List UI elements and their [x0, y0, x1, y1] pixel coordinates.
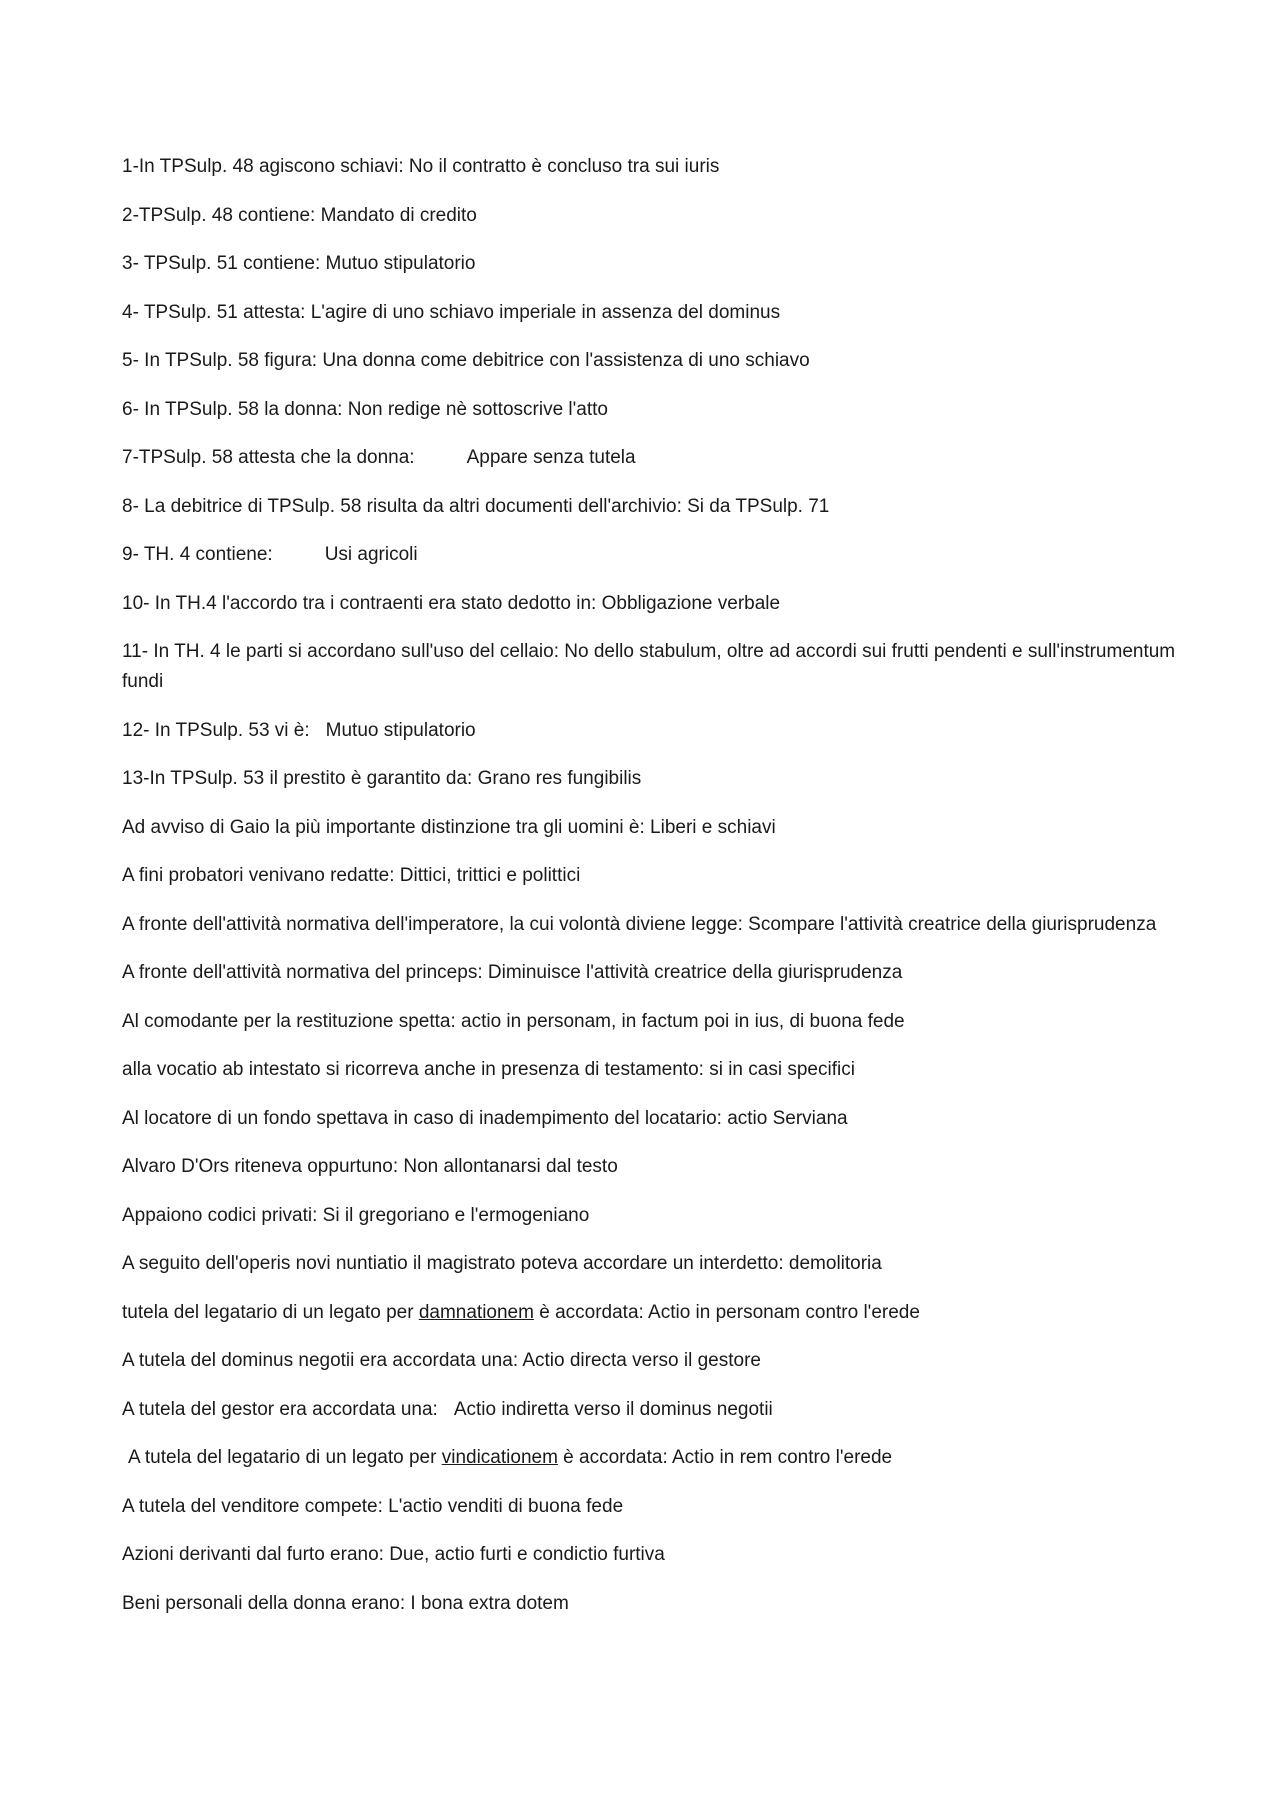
question-prefix: A tutela del legatario di un legato per: [128, 1447, 442, 1468]
list-item: 3- TPSulp. 51 contiene: Mutuo stipulatorio: [122, 253, 476, 274]
list-item: [122, 540, 1180, 570]
list-item: 2-TPSulp. 48 contiene: Mandato di credito: [122, 204, 477, 226]
answer-text: Usi agricoli: [324, 544, 418, 565]
list-item: A fronte dell'attività normativa del princeps: Diminuisce l'attività creatrice della giurisprudenza: [122, 962, 903, 983]
list-item: 6- In TPSulp. 58 la donna: Non redige nè sottoscrive l'atto: [122, 398, 608, 420]
list-item: Azioni derivanti dal furto erano: Due, actio furti e condictio furtiva: [122, 1544, 665, 1565]
list-item: 13-In TPSulp. 53 il prestito è garantito da: Grano res fungibilis: [122, 768, 642, 789]
list-item: [122, 1395, 1180, 1425]
question-text: 7-TPSulp. 58 attesta che la donna:: [122, 447, 415, 468]
list-item: Ad avviso di Gaio la più importante distinzione tra gli uomini è: Liberi e schiavi: [122, 816, 776, 838]
list-item: Al comodante per la restituzione spetta: actio in personam, in factum poi in ius, di buona fede: [122, 1010, 905, 1032]
list-item: A fronte dell'attività normativa dell'imperatore, la cui volontà diviene legge: Scompare l'attività creatrice della giurisprudenza: [122, 913, 1157, 935]
answer-text: Mutuo stipulatorio: [325, 719, 476, 741]
list-item: Appaiono codici privati: Si il gregoriano e l'ermogeniano: [122, 1204, 590, 1226]
list-item: Alvaro D'Ors riteneva oppurtuno: Non allontanarsi dal testo: [122, 1156, 618, 1177]
underlined-term: damnationem: [418, 1301, 534, 1323]
list-item: 8- La debitrice di TPSulp. 58 risulta da altri documenti dell'archivio: Si da TPSulp. 71: [122, 495, 830, 517]
question-suffix: è accordata: Actio in personam contro l'erede: [533, 1301, 920, 1323]
question-text: 9- TH. 4 contiene:: [122, 544, 273, 565]
list-item: A tutela del venditore compete: L'actio venditi di buona fede: [122, 1495, 624, 1517]
underlined-term: vindicationem: [441, 1447, 558, 1468]
list-item: A fini probatori venivano redatte: Dittici, trittici e polittici: [122, 865, 581, 886]
list-item: 11- In TH. 4 le parti si accordano sull'uso del cellaio: No dello stabulum, oltre ad accordi sui frutti pendenti e sull'instrumentum fundi: [122, 641, 1176, 692]
list-item: 4- TPSulp. 51 attesta: L'agire di uno schiavo imperiale in assenza del dominus: [122, 301, 781, 323]
question-text: 12- In TPSulp. 53 vi è:: [122, 719, 310, 741]
list-item: [122, 443, 1180, 473]
list-item: 1-In TPSulp. 48 agiscono schiavi: No il contratto è concluso tra sui iuris: [122, 156, 720, 177]
document-body: [122, 152, 1180, 1637]
answer-text: Appare senza tutela: [466, 447, 636, 468]
list-item: Beni personali della donna erano: I bona extra dotem: [122, 1592, 569, 1614]
question-prefix: tutela del legatario di un legato per: [122, 1301, 419, 1323]
list-item: alla vocatio ab intestato si ricorreva anche in presenza di testamento: si in casi specifici: [122, 1059, 855, 1080]
question-suffix: è accordata: Actio in rem contro l'erede: [557, 1447, 893, 1468]
answer-text: Actio indiretta verso il dominus negotii: [453, 1398, 773, 1420]
list-item: 5- In TPSulp. 58 figura: Una donna come debitrice con l'assistenza di uno schiavo: [122, 350, 810, 371]
list-item: 10- In TH.4 l'accordo tra i contraenti era stato dedotto in: Obbligazione verbale: [122, 592, 781, 614]
list-item: [122, 716, 1180, 746]
list-item: [122, 1443, 1180, 1473]
list-item: [122, 1298, 1180, 1328]
list-item: Al locatore di un fondo spettava in caso di inadempimento del locatario: actio Serviana: [122, 1107, 848, 1129]
list-item: A seguito dell'operis novi nuntiatio il magistrato poteva accordare un interdetto: demolitoria: [122, 1253, 882, 1274]
list-item: A tutela del dominus negotii era accordata una: Actio directa verso il gestore: [122, 1350, 761, 1371]
question-text: A tutela del gestor era accordata una:: [122, 1398, 438, 1420]
